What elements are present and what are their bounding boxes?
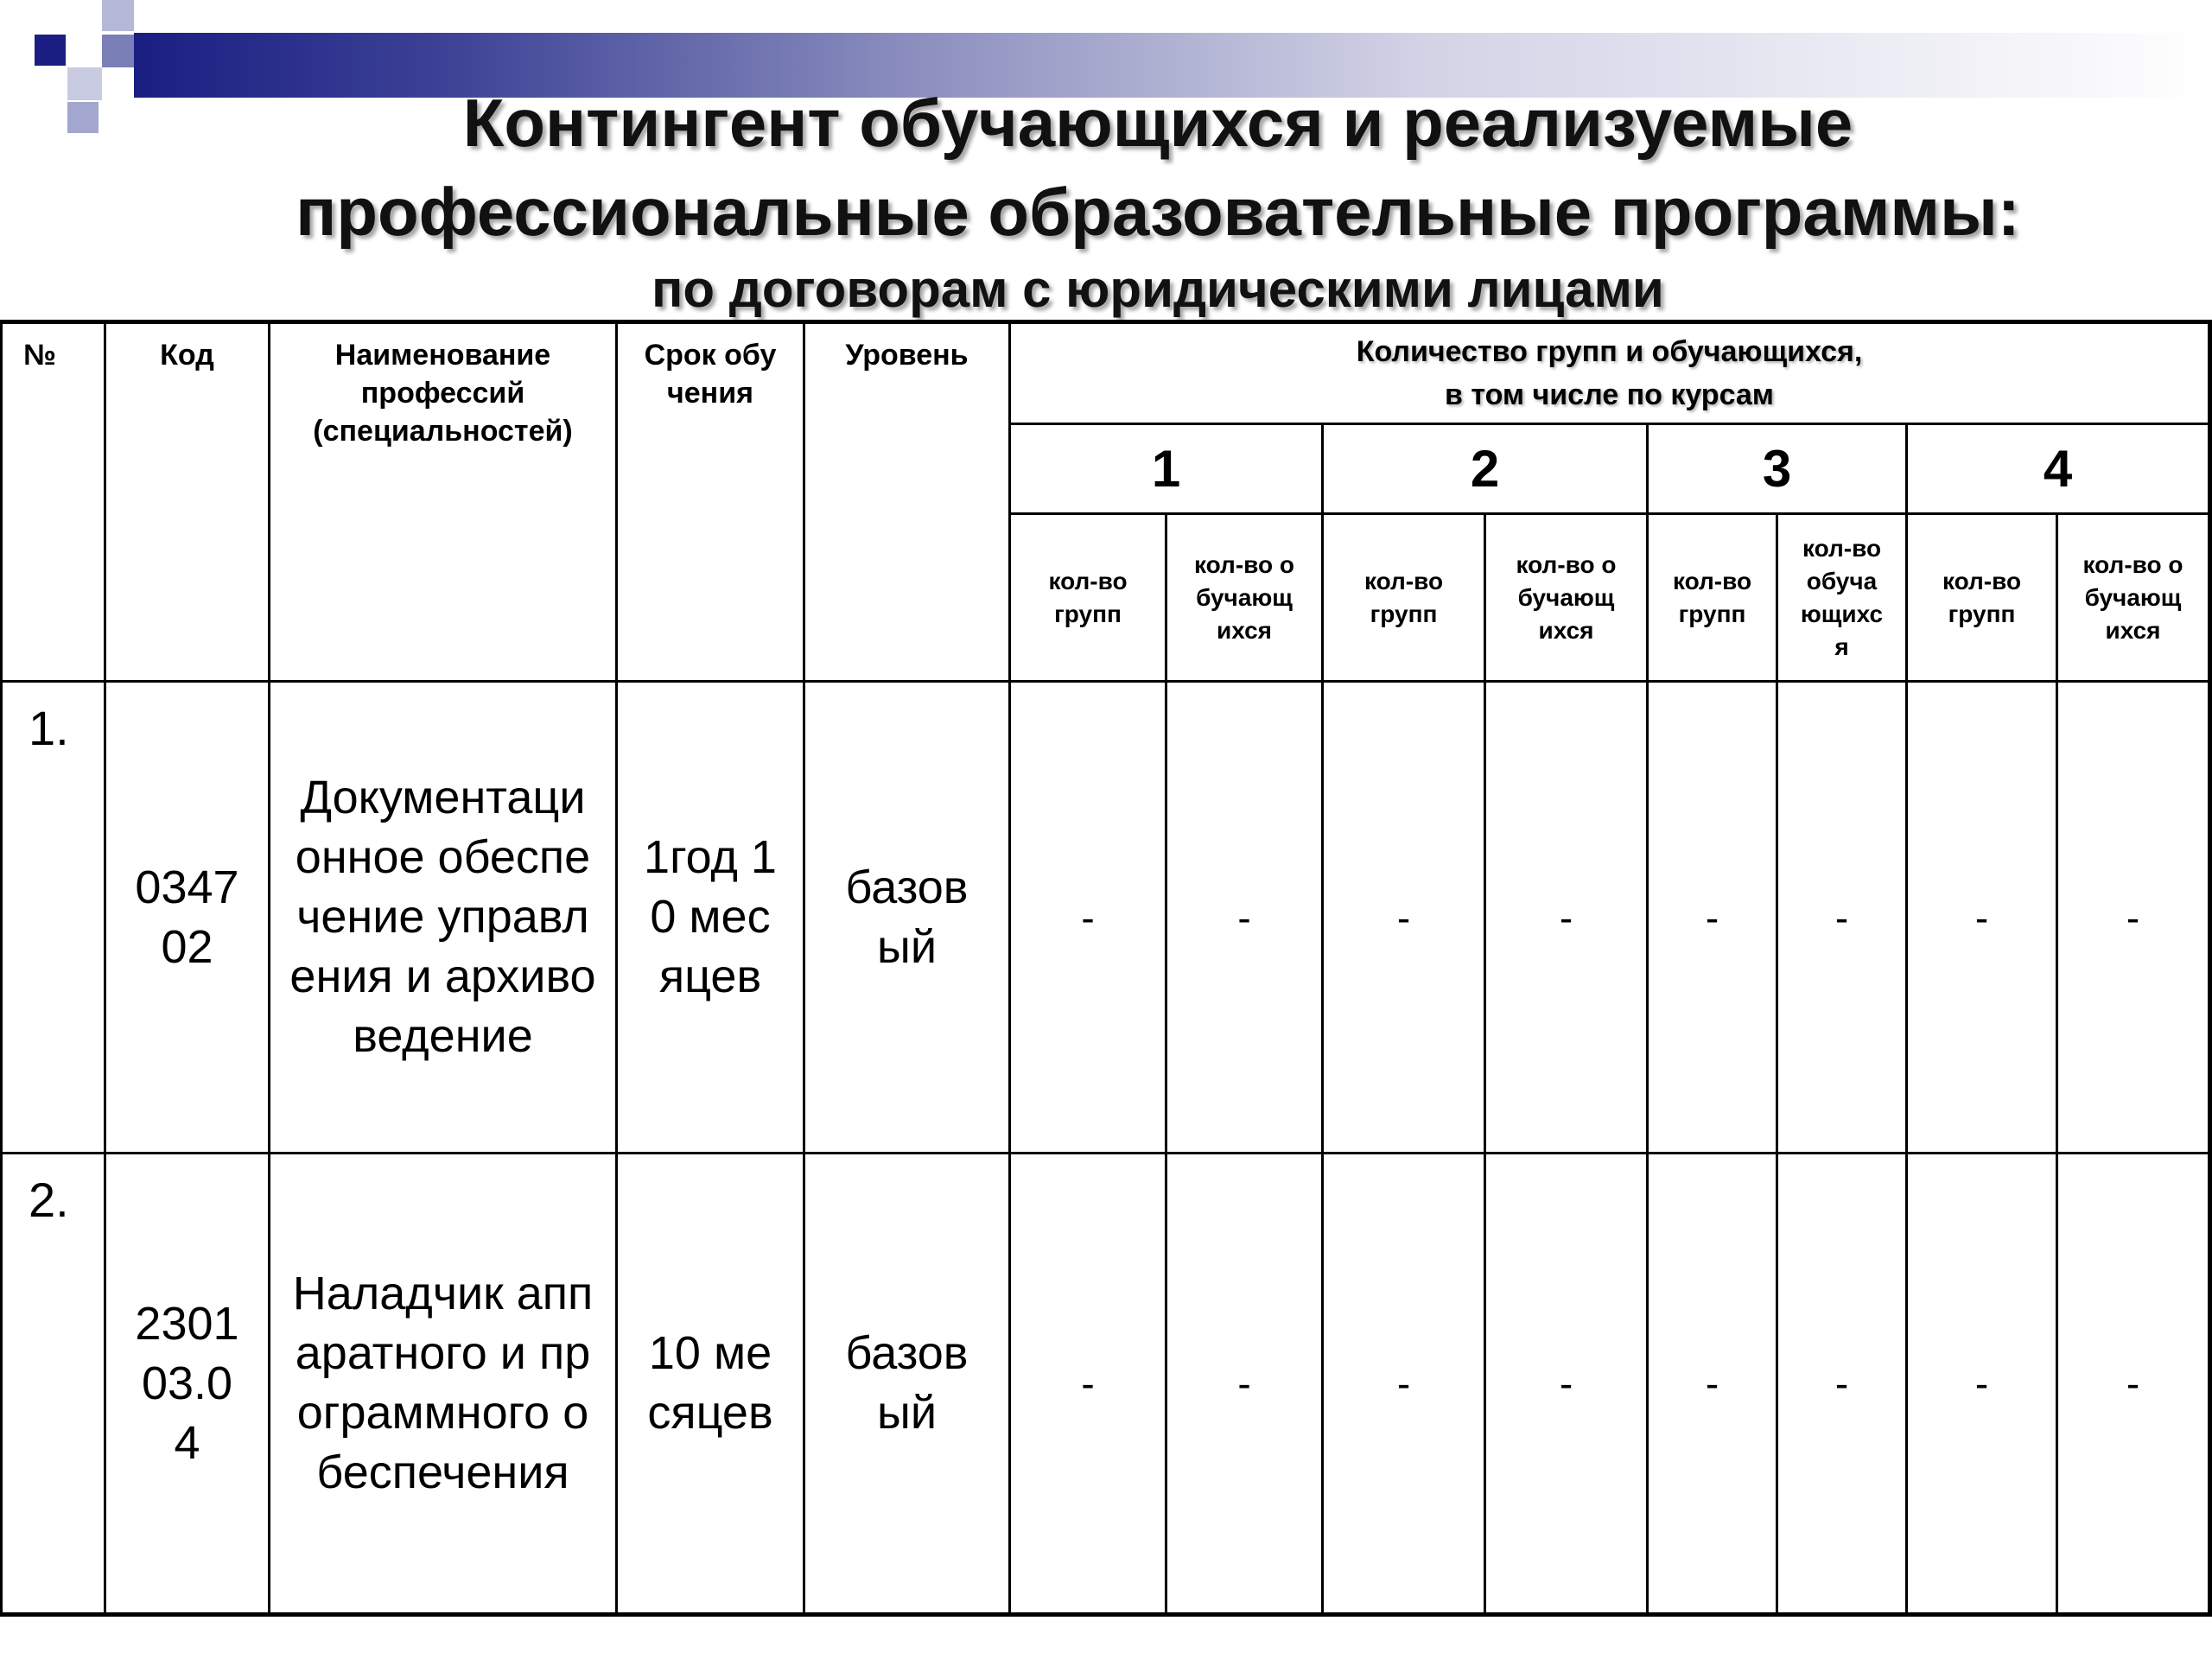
row-level (804, 682, 1010, 1154)
sub-students-text: кол-во обучающихся (1800, 534, 1884, 660)
row-cell: - (1166, 1154, 1323, 1615)
sub-groups-text: кол-во групп (1363, 567, 1444, 627)
sub-groups-text: кол-во групп (1942, 567, 2022, 627)
sub-groups (1323, 514, 1485, 682)
header-groups-title (1010, 322, 2210, 424)
sub-groups (1648, 514, 1777, 682)
decor-square (67, 102, 99, 133)
row-cell: - (1907, 1154, 2057, 1615)
header-num: № (2, 322, 105, 682)
decor-square (102, 35, 134, 67)
course-1: 1 (1010, 424, 1323, 514)
header-code: Код (105, 322, 270, 682)
header-duration-text: Срок обучения (644, 339, 777, 410)
header-name (270, 322, 617, 682)
row-code-text: 230103.04 (135, 1297, 239, 1469)
row-cell: - (1777, 1154, 1907, 1615)
row-cell: - (1777, 682, 1907, 1154)
sub-students (2057, 514, 2210, 682)
row-cell: - (1485, 682, 1648, 1154)
header-name-text: Наименование профессий (специальностей) (313, 339, 573, 448)
row-cell: - (1010, 682, 1166, 1154)
row-cell: - (1323, 1154, 1485, 1615)
row-duration (617, 1154, 804, 1615)
row-duration (617, 682, 804, 1154)
row-cell: - (1648, 1154, 1777, 1615)
row-cell: - (2057, 1154, 2210, 1615)
row-code (105, 682, 270, 1154)
slide-title-line-1: Контингент обучающихся и реализуемые (462, 85, 1853, 161)
row-name (270, 682, 617, 1154)
sub-groups-text: кол-во групп (1672, 567, 1752, 627)
row-cell: - (1485, 1154, 1648, 1615)
row-code (105, 1154, 270, 1615)
header-groups-title-line-1: Количество групп и обучающихся, (1356, 335, 1863, 368)
slide-subtitle: по договорам с юридическими лицами (652, 260, 1664, 318)
row-cell: - (1166, 682, 1323, 1154)
course-3: 3 (1648, 424, 1907, 514)
sub-students-text: кол-во обучающихся (1194, 550, 1294, 644)
decor-square (67, 67, 102, 100)
decor-square (102, 0, 134, 31)
table-row (2, 1154, 2210, 1615)
decor-square (35, 35, 66, 66)
row-name-text: Документационное обеспечение управления и архивоведение (289, 772, 596, 1062)
table-row (2, 682, 2210, 1154)
row-level-text: базовый (845, 861, 969, 973)
sub-students (1485, 514, 1648, 682)
sub-groups (1907, 514, 2057, 682)
sub-groups-text: кол-во групп (1048, 567, 1128, 627)
row-name (270, 1154, 617, 1615)
sub-students (1166, 514, 1323, 682)
course-2: 2 (1323, 424, 1648, 514)
sub-students-text: кол-во обучающихся (1516, 550, 1617, 644)
row-cell: - (1907, 682, 2057, 1154)
row-num: 2. (2, 1154, 105, 1615)
slide-title-line-2: профессиональные образовательные программы: (296, 174, 2020, 250)
header-row (2, 322, 2210, 424)
sub-students-text: кол-во обучающихся (2082, 550, 2183, 644)
sub-groups (1010, 514, 1166, 682)
row-cell: - (1010, 1154, 1166, 1615)
row-code-text: 034702 (135, 861, 239, 973)
row-cell: - (2057, 682, 2210, 1154)
row-name-text: Наладчик аппаратного и программного обеспечения (292, 1268, 594, 1498)
header-groups-title-line-2: в том числе по курсам (1445, 378, 1774, 411)
row-num: 1. (2, 682, 105, 1154)
row-duration-text: 1год 10 месяцев (644, 831, 777, 1002)
row-cell: - (1323, 682, 1485, 1154)
row-level-text: базовый (845, 1327, 969, 1439)
course-4: 4 (1907, 424, 2210, 514)
row-level (804, 1154, 1010, 1615)
row-duration-text: 10 месяцев (647, 1327, 773, 1439)
row-cell: - (1648, 682, 1777, 1154)
header-level: Уровень (804, 322, 1010, 682)
programs-table (0, 320, 2212, 1617)
header-duration (617, 322, 804, 682)
sub-students (1777, 514, 1907, 682)
